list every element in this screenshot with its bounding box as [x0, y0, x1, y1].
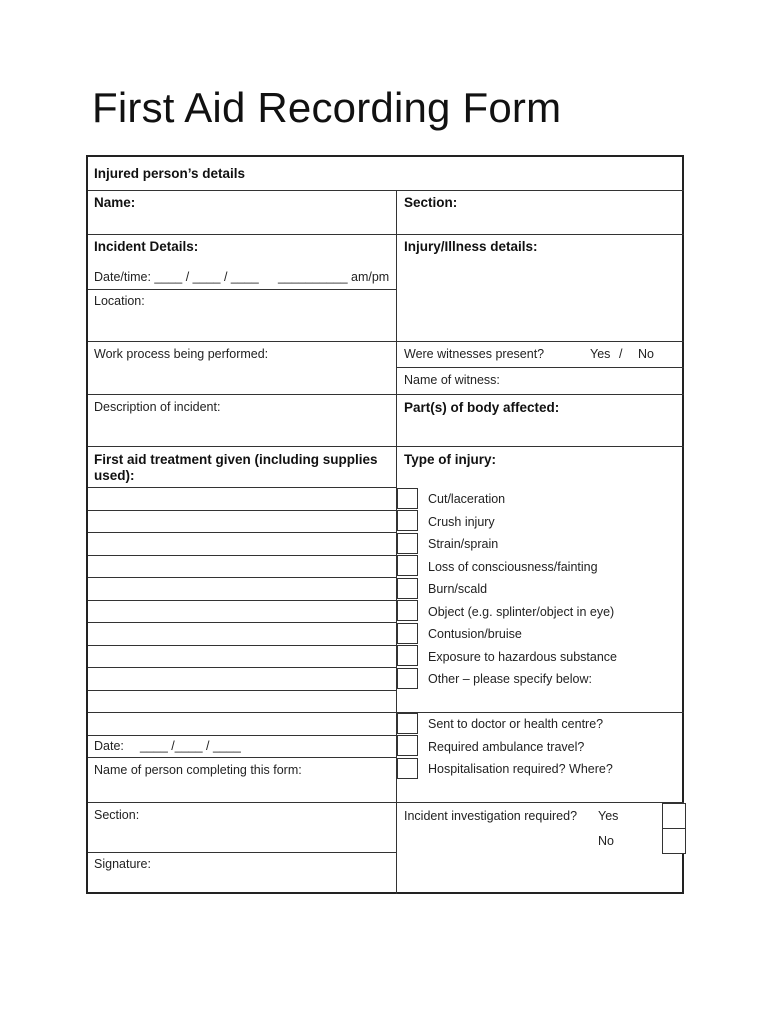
- treatment-line[interactable]: [88, 712, 396, 713]
- treatment-line[interactable]: [88, 690, 396, 691]
- treatment-line[interactable]: [88, 487, 396, 488]
- witness-yes-option[interactable]: Yes: [590, 347, 611, 361]
- ambulance-checkbox[interactable]: [397, 735, 418, 756]
- injury-type-label: Other – please specify below:: [428, 672, 592, 686]
- injury-type-label: Cut/laceration: [428, 492, 506, 506]
- divider: [88, 852, 396, 853]
- injury-type-label: Strain/sprain: [428, 537, 499, 551]
- form-title: First Aid Recording Form: [92, 84, 562, 131]
- datetime-field[interactable]: Date/time: ____ / ____ / ____: [94, 270, 259, 284]
- injury-type-label: Burn/scald: [428, 582, 488, 596]
- investigation-no-checkbox[interactable]: [662, 828, 686, 854]
- injury-type-label: Object (e.g. splinter/object in eye): [428, 605, 615, 619]
- witness-separator: /: [619, 347, 623, 361]
- burn-scald-checkbox[interactable]: [397, 578, 418, 599]
- object-in-eye-checkbox[interactable]: [397, 600, 418, 621]
- name-field[interactable]: Name:: [94, 195, 136, 210]
- sent-to-doctor-checkbox[interactable]: [397, 713, 418, 734]
- contusion-bruise-checkbox[interactable]: [397, 623, 418, 644]
- cut-laceration-checkbox[interactable]: [397, 488, 418, 509]
- date-label: Date:: [94, 739, 124, 753]
- hazardous-exposure-checkbox[interactable]: [397, 645, 418, 666]
- loss-of-consciousness-checkbox[interactable]: [397, 555, 418, 576]
- injury-illness-details-field[interactable]: Injury/Illness details:: [404, 239, 538, 254]
- treatment-line[interactable]: [88, 645, 396, 646]
- investigation-yes-checkbox[interactable]: [662, 803, 686, 829]
- treatment-line[interactable]: [88, 577, 396, 578]
- work-process-field[interactable]: Work process being performed:: [94, 347, 269, 361]
- divider: [88, 757, 396, 758]
- divider: [88, 289, 396, 290]
- investigation-no-label: No: [598, 834, 614, 848]
- location-field[interactable]: Location:: [94, 294, 145, 308]
- crush-injury-checkbox[interactable]: [397, 510, 418, 531]
- date-field[interactable]: ____ /____ / ____: [140, 739, 241, 753]
- treatment-line[interactable]: [88, 510, 396, 511]
- followup-label: Required ambulance travel?: [428, 740, 585, 754]
- investigation-yes-label: Yes: [598, 809, 619, 823]
- divider: [88, 802, 684, 803]
- treatment-line[interactable]: [88, 667, 396, 668]
- followup-label: Hospitalisation required? Where?: [428, 762, 613, 776]
- divider: [88, 341, 684, 342]
- witness-name-field[interactable]: Name of witness:: [404, 373, 500, 387]
- first-aid-form: [86, 155, 684, 894]
- investigation-question: Incident investigation required?: [404, 809, 578, 823]
- injury-type-heading: Type of injury:: [404, 452, 497, 467]
- treatment-line[interactable]: [88, 532, 396, 533]
- signature-field[interactable]: Signature:: [94, 857, 151, 871]
- divider: [396, 712, 684, 713]
- divider: [396, 367, 684, 368]
- completer-name-field[interactable]: Name of person completing this form:: [94, 763, 302, 777]
- section-2-field[interactable]: Section:: [94, 808, 140, 822]
- injured-person-header: Injured person’s details: [94, 166, 246, 181]
- section-field[interactable]: Section:: [404, 195, 458, 210]
- treatment-heading: First aid treatment given (including supplies used):: [94, 452, 378, 483]
- divider: [88, 394, 684, 395]
- injury-type-label: Exposure to hazardous substance: [428, 650, 618, 664]
- witness-no-option[interactable]: No: [638, 347, 654, 361]
- injury-type-label: Loss of consciousness/fainting: [428, 560, 598, 574]
- strain-sprain-checkbox[interactable]: [397, 533, 418, 554]
- other-injury-checkbox[interactable]: [397, 668, 418, 689]
- injury-type-label: Crush injury: [428, 515, 495, 529]
- incident-details-heading: Incident Details:: [94, 239, 199, 254]
- treatment-line[interactable]: [88, 600, 396, 601]
- divider: [88, 234, 684, 235]
- treatment-line[interactable]: [88, 622, 396, 623]
- time-field[interactable]: __________ am/pm: [278, 270, 390, 284]
- divider: [88, 190, 684, 191]
- description-field[interactable]: Description of incident:: [94, 400, 221, 414]
- divider: [88, 446, 684, 447]
- witnesses-question: Were witnesses present?: [404, 347, 545, 361]
- hospitalisation-checkbox[interactable]: [397, 758, 418, 779]
- body-parts-field[interactable]: Part(s) of body affected:: [404, 400, 560, 415]
- treatment-line[interactable]: [88, 735, 396, 736]
- treatment-line[interactable]: [88, 555, 396, 556]
- injury-type-label: Contusion/bruise: [428, 627, 522, 641]
- followup-label: Sent to doctor or health centre?: [428, 717, 604, 731]
